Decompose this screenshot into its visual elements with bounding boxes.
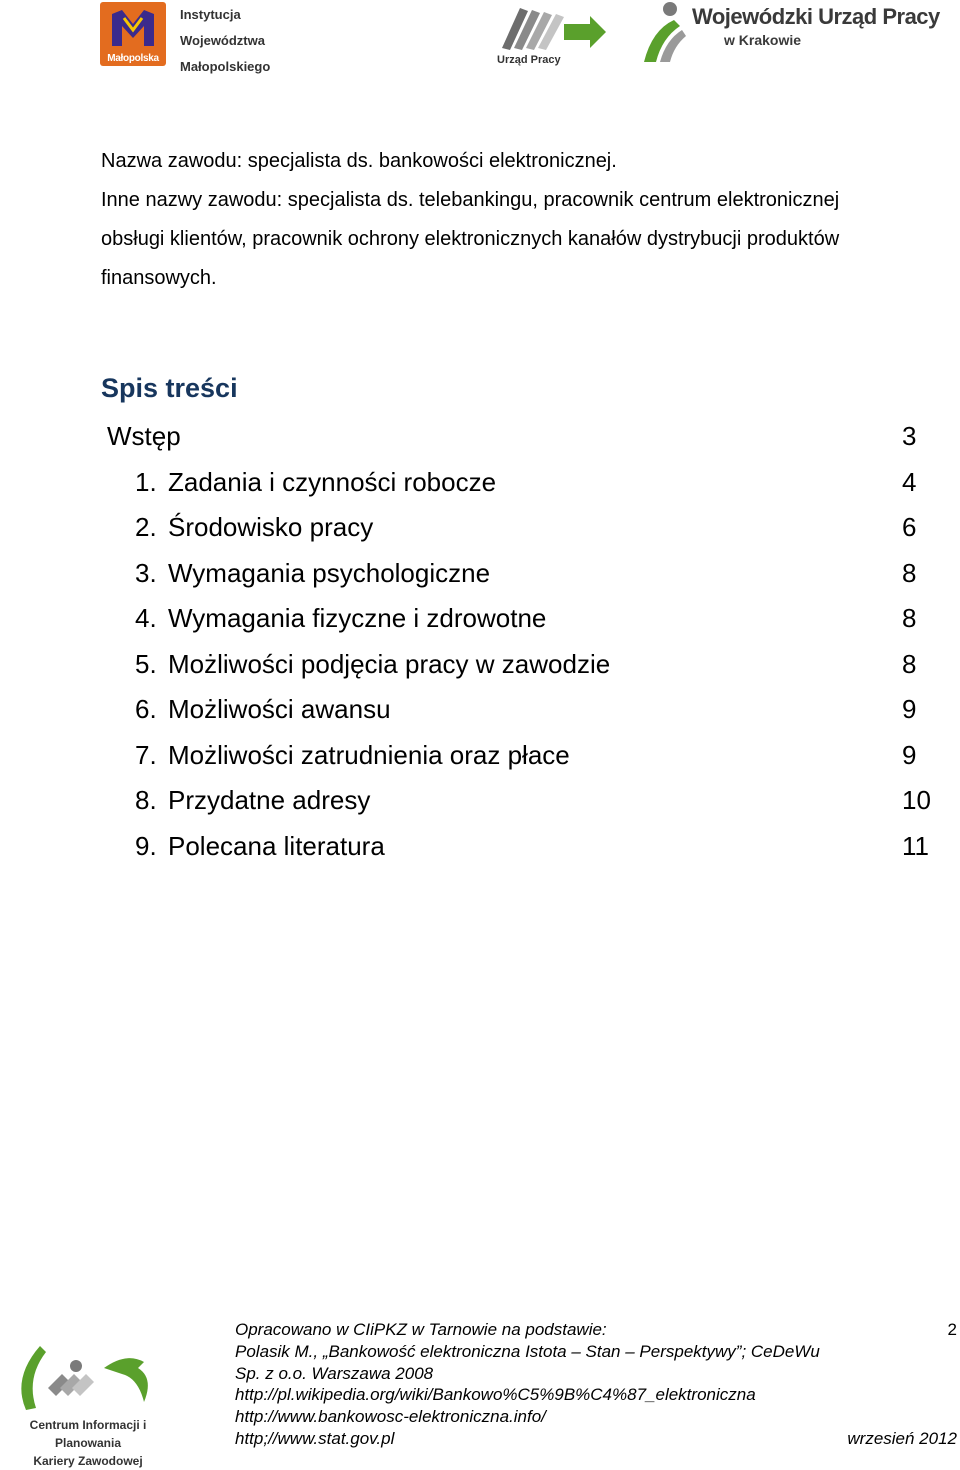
toc-entry-page: 11	[902, 830, 929, 861]
toc-entry-title: Wymagania fizyczne i zdrowotne	[168, 603, 547, 633]
footer-line: Opracowano w CIiPKZ w Tarnowie na podstawie:	[235, 1320, 607, 1339]
wup-emblem-icon	[640, 0, 690, 66]
toc-entry-page: 3	[902, 421, 917, 451]
toc-entry-title: Przydatne adresy	[168, 785, 371, 815]
toc-entry[interactable]	[100, 736, 940, 782]
other-names-line: finansowych.	[101, 267, 217, 289]
wup-logo	[640, 0, 955, 70]
toc-entry-title: Wstęp	[107, 421, 181, 451]
toc-entry-number: 6.	[135, 694, 157, 724]
page-number: 2	[947, 1320, 957, 1339]
other-names-line: obsługi klientów, pracownik ochrony elektronicznych kanałów dystrybucji produktów	[101, 228, 840, 250]
toc-entry[interactable]	[100, 508, 940, 554]
toc-entry-page: 9	[902, 694, 917, 724]
ciipkz-emblem-icon	[4, 1338, 174, 1418]
footer-link[interactable]: http://www.bankowosc-elektroniczna.info/	[235, 1407, 546, 1427]
toc-entry-page: 8	[902, 557, 917, 588]
toc-entry-title: Wymagania psychologiczne	[168, 557, 491, 588]
toc-entry-number: 2.	[135, 512, 157, 542]
toc-entry-number: 7.	[135, 739, 157, 770]
footer-line: Polasik M., „Bankowość elektroniczna Istota – Stan – Perspektywy”; CeDeWu	[235, 1341, 820, 1361]
toc-entry-number: 9.	[135, 830, 157, 861]
toc-entry-number: 8.	[135, 785, 157, 815]
occupation-name: Nazwa zawodu: specjalista ds. bankowości elektronicznej.	[101, 150, 617, 172]
malopolska-institution-name: Instytucja Województwa Małopolskiego	[180, 7, 271, 74]
toc-entry[interactable]	[100, 554, 940, 600]
toc-entry-title: Możliwości podjęcia pracy w zawodzie	[168, 648, 611, 679]
footer-line: Sp. z o.o. Warszawa 2008	[235, 1363, 434, 1383]
malopolska-logo	[100, 2, 280, 72]
toc-heading: Spis treści	[101, 373, 238, 403]
toc-entry-title: Zadania i czynności robocze	[168, 466, 497, 497]
footer-link[interactable]: http;//www.stat.gov.pl	[235, 1428, 395, 1448]
footer-sources	[235, 1319, 957, 1450]
toc-entry-title: Środowisko pracy	[168, 512, 374, 542]
toc-entry-title: Możliwości awansu	[168, 694, 391, 724]
wup-title: Wojewódzki Urząd Pracy	[692, 4, 940, 29]
toc-entry-page: 8	[902, 603, 917, 633]
malopolska-badge-text: Małopolska	[107, 53, 159, 64]
toc-entry-number: 4.	[135, 603, 157, 633]
toc-entry[interactable]	[100, 645, 940, 691]
other-names-line: Inne nazwy zawodu: specjalista ds. telebankingu, pracownik centrum elektronicznej	[101, 189, 840, 211]
toc-entry[interactable]	[100, 690, 940, 736]
malopolska-emblem-icon	[110, 8, 156, 48]
toc-entry-page: 10	[902, 785, 931, 815]
table-of-contents	[100, 417, 940, 872]
malopolska-badge	[100, 2, 166, 66]
toc-entry-title: Polecana literatura	[168, 830, 385, 861]
toc-entry[interactable]	[100, 599, 940, 645]
toc-entry-number: 1.	[135, 466, 157, 497]
publication-date: wrzesień 2012	[847, 1429, 957, 1448]
urzad-pracy-logo	[494, 2, 609, 72]
toc-entry[interactable]	[100, 463, 940, 509]
toc-entry-page: 4	[902, 466, 917, 497]
urzad-pracy-emblem-icon	[494, 2, 609, 54]
ciipkz-caption: Centrum Informacji i Planowania Kariery Zawodowej	[29, 1418, 147, 1468]
urzad-pracy-caption: Urząd Pracy	[497, 54, 561, 66]
wup-subtitle: w Krakowie	[724, 32, 802, 48]
toc-entry-number: 3.	[135, 557, 157, 588]
toc-entry-page: 6	[902, 512, 917, 542]
footer-link[interactable]: http://pl.wikipedia.org/wiki/Bankowo%C5%9B%C4%87_elektroniczna	[235, 1385, 756, 1405]
toc-entry-page: 9	[902, 739, 917, 770]
toc-entry-intro[interactable]	[100, 417, 940, 463]
occupation-intro	[101, 142, 960, 298]
toc-entry[interactable]	[100, 827, 940, 873]
toc-entry[interactable]	[100, 781, 940, 827]
toc-entry-page: 8	[902, 648, 917, 679]
ciipkz-logo	[4, 1338, 174, 1468]
toc-entry-title: Możliwości zatrudnienia oraz płace	[168, 739, 570, 770]
toc-entry-number: 5.	[135, 648, 157, 679]
